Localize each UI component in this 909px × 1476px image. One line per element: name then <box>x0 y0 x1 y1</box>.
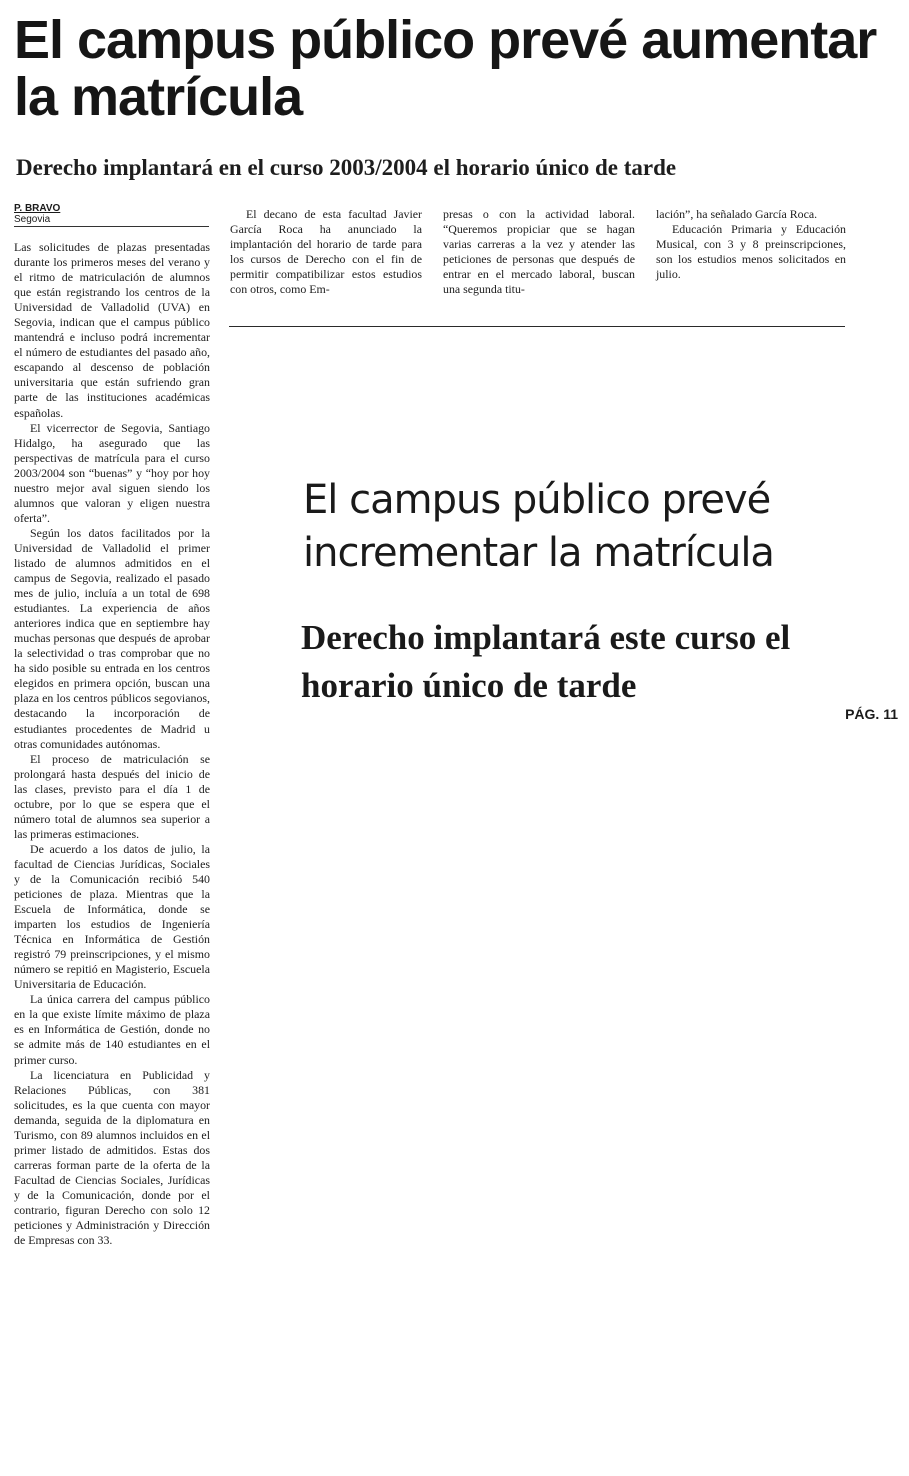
article-column-3 <box>443 207 635 297</box>
column1-paragraph: El proceso de matriculación se prolongará hasta después del inicio de las clases, previsto para el día 1 de octubre, por lo que se espera que el número total de alumnos sea superior a las primeras estimaciones. <box>14 751 210 841</box>
column1-paragraph: La licenciatura en Publicidad y Relaciones Públicas, con 381 solicitudes, es la que cuenta con mayor demanda, seguida de la diplomatura en Turismo, con 89 alumnos incluidos en el primer listado de admitidos. Estas dos carreras forman parte de la oferta de la Facultad de Ciencias Sociales, Jurídicas y de la Comunicación, donde por el contrario, figuran Derecho con solo 12 peticiones y Administración y Dirección de Empresas con 33. <box>14 1067 210 1248</box>
byline-author: P. BRAVO <box>14 203 61 214</box>
column2-paragraph: El decano de esta facultad Javier García Roca ha anunciado la implantación del horario de tarde para los cursos de Derecho con el fin de permitir compatibilizar estos estudios con otros, como Em- <box>230 207 422 297</box>
article-column-1 <box>14 240 210 1248</box>
article-column-2 <box>230 207 422 297</box>
byline <box>14 203 209 227</box>
column3-paragraph: presas o con la actividad laboral. “Queremos propiciar que se hagan varias carreras a la vez y atender las peticiones de personas que después de entrar en el mercado laboral, buscan una segunda titu- <box>443 207 635 297</box>
teaser-subtitle: Derecho implantará este curso el horario único de tarde <box>301 618 791 705</box>
page-reference: PÁG. 11 <box>845 706 898 722</box>
article-column-4 <box>656 207 846 282</box>
article-subheadline: Derecho implantará en el curso 2003/2004 el horario único de tarde <box>16 155 677 180</box>
column4-paragraph: lación”, ha señalado García Roca. <box>656 207 818 221</box>
article-headline: El campus público prevé aumentar la matrícula <box>14 10 877 127</box>
column1-paragraph: El vicerrector de Segovia, Santiago Hidalgo, ha asegurado que las perspectivas de matrícula para el curso 2003/2004 son “buenas” y “hoy por hoy nuestro mejor aval siguen siendo los alumnos que valoran y eligen nuestra oferta”. <box>14 420 210 525</box>
column-divider-rule <box>229 326 845 327</box>
teaser-title: El campus público prevé incrementar la matrícula <box>303 477 774 576</box>
column1-paragraph: Las solicitudes de plazas presentadas durante los primeros meses del verano y el ritmo de matriculación de alumnos que están registrando los centros de la Universidad de Valladolid (UVA) en Segovia, indican que el campus público mantendrá e incluso podrá incrementar el número de estudiantes del pasado año, escapando al descenso de población universitaria que están sufriendo gran parte de las instituciones académicas españolas. <box>14 240 210 420</box>
column1-paragraph: De acuerdo a los datos de julio, la facultad de Ciencias Jurídicas, Sociales y de la Comunicación recibió 540 peticiones de plaza. Mientras que la Escuela de Informática, donde se imparten los estudios de Ingeniería Técnica en Informática de Gestión registró 79 preinscripciones, y el mismo número se repitió en Magisterio, Escuela Universitaria de Educación. <box>14 841 210 992</box>
column1-paragraph: La única carrera del campus público en la que existe límite máximo de plaza es en Informática de Gestión, donde no se admite más de 140 estudiantes en el primer curso. <box>14 992 210 1067</box>
column1-paragraph: Según los datos facilitados por la Universidad de Valladolid el primer listado de alumnos admitidos en el campus de Segovia, realizado el pasado mes de julio, incluía a un total de 698 estudiantes. La experiencia de años anteriores indica que en septiembre hay muchas personas que después de aprobar la selectividad o tras comprobar que no ha sido posible su entrada en los centros elegidos en primera opción, buscan una plaza en los centros públicos segovianos, destacando la incorporación de estudiantes procedentes de Madrid u otras comunidades autónomas. <box>14 525 210 751</box>
column4-paragraph: Educación Primaria y Educación Musical, con 3 y 8 preinscripciones, son los estudios menos solicitados en julio. <box>656 222 846 282</box>
byline-place: Segovia <box>14 214 51 225</box>
